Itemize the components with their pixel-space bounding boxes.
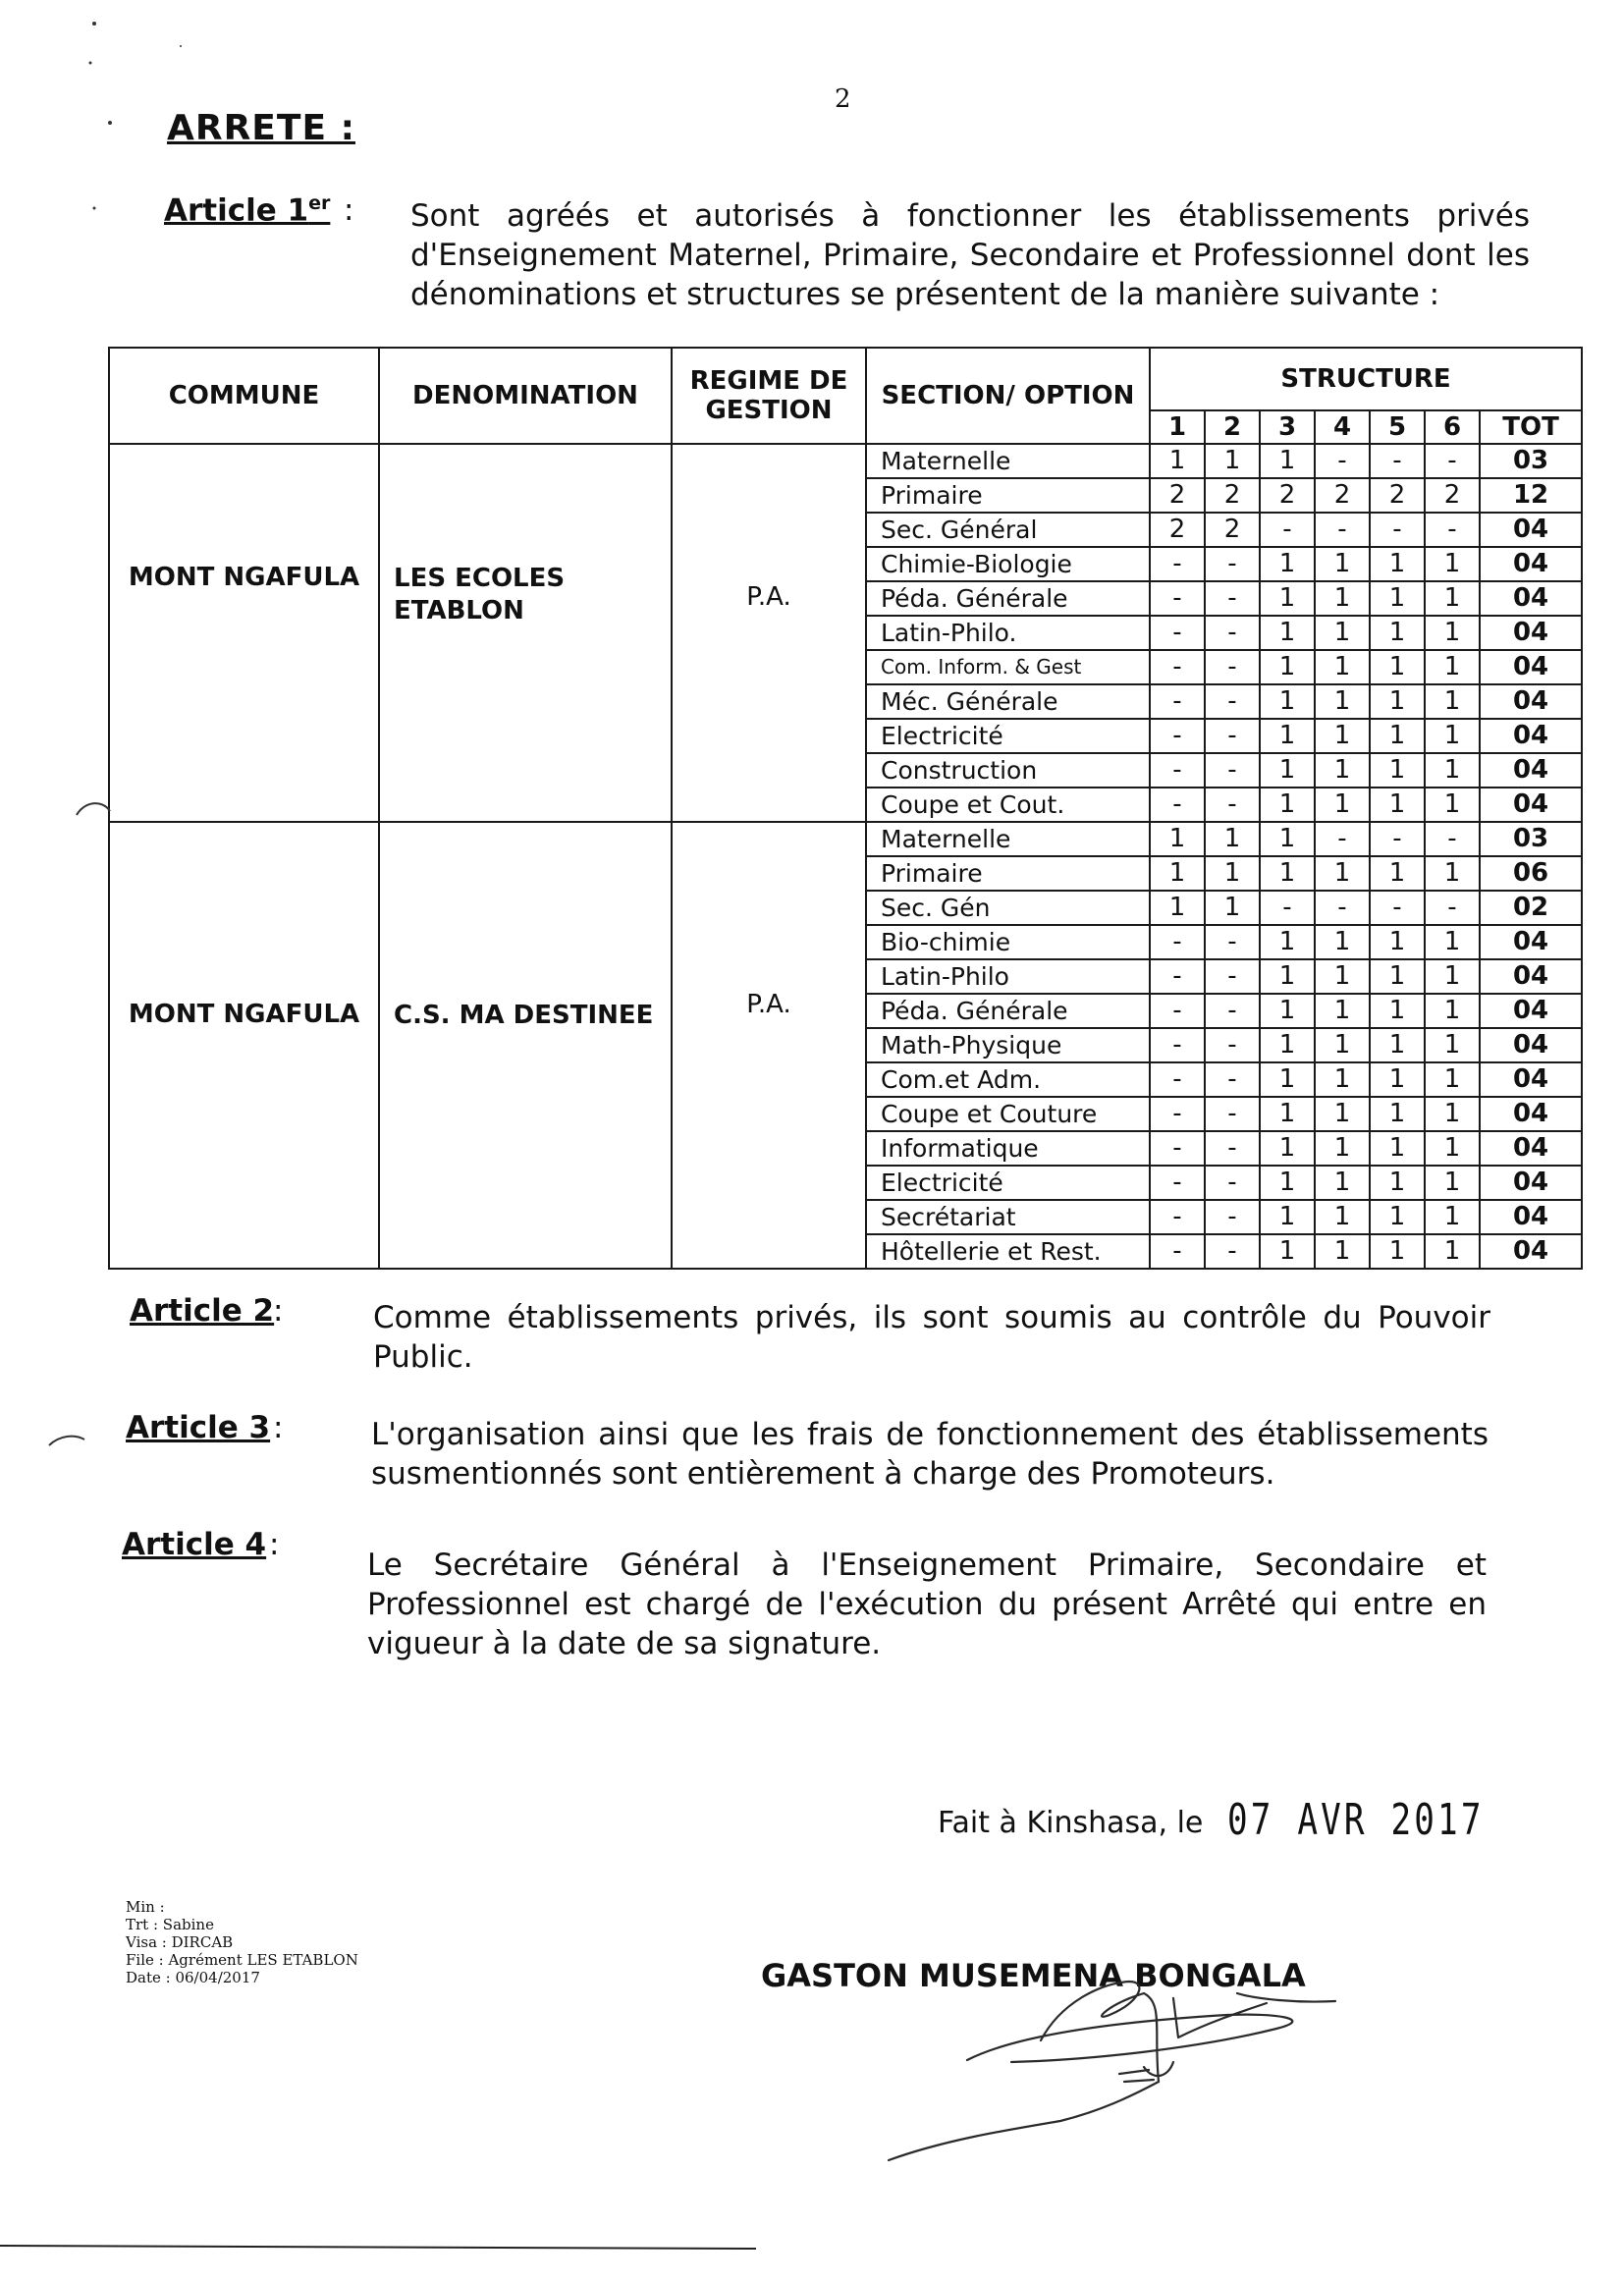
routing-line: Visa : DIRCAB [126, 1933, 234, 1951]
section-option-cell: Sec. Gén [866, 891, 1150, 925]
level-2-cell: - [1205, 547, 1260, 581]
level-3-cell: 1 [1260, 994, 1315, 1028]
article-4-colon: : [269, 1527, 280, 1562]
decree-heading: ARRETE : [167, 108, 355, 148]
signatory-name: GASTON MUSEMENA BONGALA [761, 1957, 1306, 1994]
level-4-cell: 1 [1315, 616, 1370, 650]
level-6-cell: 1 [1425, 1166, 1480, 1200]
article-1-label [164, 192, 330, 228]
total-cell: 04 [1480, 650, 1582, 684]
section-option-cell: Construction [866, 753, 1150, 788]
article-3-colon: : [273, 1410, 284, 1445]
total-cell: 04 [1480, 719, 1582, 753]
level-1-cell: - [1150, 994, 1205, 1028]
level-3-cell: 1 [1260, 1166, 1315, 1200]
level-6-cell: 1 [1425, 856, 1480, 891]
level-1-cell: 1 [1150, 856, 1205, 891]
total-cell: 12 [1480, 478, 1582, 513]
level-5-cell: 1 [1370, 753, 1425, 788]
level-1-cell: 1 [1150, 444, 1205, 478]
section-option-cell: Bio-chimie [866, 925, 1150, 959]
page-number: 2 [835, 84, 851, 114]
level-2-cell: 1 [1205, 822, 1260, 856]
level-3-cell: 1 [1260, 581, 1315, 616]
article-2-colon: : [273, 1293, 284, 1329]
level-2-cell: - [1205, 581, 1260, 616]
section-option-cell: Coupe et Cout. [866, 788, 1150, 822]
level-2-cell: - [1205, 788, 1260, 822]
level-3-cell: 1 [1260, 1234, 1315, 1269]
level-2-cell: - [1205, 1097, 1260, 1131]
total-cell: 04 [1480, 925, 1582, 959]
level-6-cell: 1 [1425, 719, 1480, 753]
total-cell: 04 [1480, 1062, 1582, 1097]
section-option-cell: Péda. Générale [866, 581, 1150, 616]
total-cell: 04 [1480, 684, 1582, 719]
level-5-cell: - [1370, 513, 1425, 547]
section-option-cell: Maternelle [866, 822, 1150, 856]
level-5-cell: 2 [1370, 478, 1425, 513]
level-6-cell: 1 [1425, 650, 1480, 684]
level-6-cell: 1 [1425, 753, 1480, 788]
section-option-cell: Maternelle [866, 444, 1150, 478]
level-2-cell: - [1205, 684, 1260, 719]
level-5-cell: 1 [1370, 925, 1425, 959]
level-3-cell: 1 [1260, 1062, 1315, 1097]
level-3-cell: 1 [1260, 925, 1315, 959]
total-cell: 02 [1480, 891, 1582, 925]
level-1-cell: - [1150, 959, 1205, 994]
level-1-cell: 1 [1150, 891, 1205, 925]
level-6-cell: 1 [1425, 788, 1480, 822]
level-3-cell: 1 [1260, 822, 1315, 856]
level-4-cell: 1 [1315, 1166, 1370, 1200]
routing-slip [126, 1898, 358, 1986]
level-3-cell: 1 [1260, 1028, 1315, 1062]
level-5-cell: 1 [1370, 650, 1425, 684]
level-2-cell: 1 [1205, 891, 1260, 925]
level-6-cell: 1 [1425, 959, 1480, 994]
section-option-cell: Primaire [866, 478, 1150, 513]
article-3-label: Article 3 [126, 1410, 271, 1445]
level-6-cell: - [1425, 891, 1480, 925]
level-6-cell: 1 [1425, 1200, 1480, 1234]
level-6-cell: 2 [1425, 478, 1480, 513]
article-2-label: Article 2 [130, 1293, 275, 1329]
total-cell: 04 [1480, 1200, 1582, 1234]
level-5-cell: - [1370, 891, 1425, 925]
routing-line: Trt : Sabine [126, 1916, 214, 1933]
level-5-cell: 1 [1370, 581, 1425, 616]
group-commune: MONT NGAFULA [109, 822, 379, 1269]
group-denomination: C.S. MA DESTINEE [379, 822, 672, 1269]
routing-line: Date : 06/04/2017 [126, 1969, 260, 1986]
level-1-cell: - [1150, 1062, 1205, 1097]
level-3-cell: 1 [1260, 1131, 1315, 1166]
level-5-cell: 1 [1370, 1097, 1425, 1131]
level-5-cell: 1 [1370, 1028, 1425, 1062]
article-1-text: Sont agréés et autorisés à fonctionner les établissements privés d'Enseignement Maternel, Primaire, Secondaire et Professionnel dont les dénominations et structures se présentent de la manière suivante : [410, 198, 1530, 312]
level-1-cell: - [1150, 1166, 1205, 1200]
total-cell: 06 [1480, 856, 1582, 891]
total-cell: 04 [1480, 513, 1582, 547]
article-1-label-text: Article 1 [164, 192, 309, 229]
level-5-cell: 1 [1370, 994, 1425, 1028]
level-3-cell: 1 [1260, 650, 1315, 684]
section-option-cell: Com. Inform. & Gest [866, 650, 1150, 684]
level-1-cell: - [1150, 581, 1205, 616]
level-2-cell: - [1205, 994, 1260, 1028]
level-6-cell: - [1425, 444, 1480, 478]
group-denomination: LES ECOLES ETABLON [379, 444, 672, 822]
level-4-cell: 1 [1315, 1062, 1370, 1097]
level-2-cell: 2 [1205, 513, 1260, 547]
article-4-text: Le Secrétaire Général à l'Enseignement Primaire, Secondaire et Professionnel est chargé de l'exécution du présent Arrêté qui entre en vigueur à la date de sa signature. [367, 1548, 1487, 1661]
level-5-cell: 1 [1370, 1200, 1425, 1234]
level-2-cell: - [1205, 650, 1260, 684]
article-1-colon: : [344, 192, 354, 228]
routing-line: File : Agrément LES ETABLON [126, 1951, 358, 1969]
level-4-cell: 1 [1315, 1097, 1370, 1131]
header-commune: COMMUNE [109, 348, 379, 444]
level-6-cell: 1 [1425, 1097, 1480, 1131]
level-2-cell: 1 [1205, 444, 1260, 478]
level-5-cell: - [1370, 444, 1425, 478]
level-3-cell: 1 [1260, 1200, 1315, 1234]
level-5-cell: 1 [1370, 1131, 1425, 1166]
group-regime: P.A. [672, 444, 866, 822]
level-2-cell: - [1205, 1028, 1260, 1062]
level-3-cell: 2 [1260, 478, 1315, 513]
total-cell: 04 [1480, 994, 1582, 1028]
level-5-cell: 1 [1370, 547, 1425, 581]
section-option-cell: Primaire [866, 856, 1150, 891]
routing-line: Min : [126, 1898, 165, 1916]
level-4-cell: 1 [1315, 719, 1370, 753]
level-5-cell: 1 [1370, 684, 1425, 719]
level-5-cell: 1 [1370, 616, 1425, 650]
level-2-cell: - [1205, 1234, 1260, 1269]
level-1-cell: - [1150, 719, 1205, 753]
header-denomination: DENOMINATION [379, 348, 672, 444]
level-1-cell: - [1150, 753, 1205, 788]
level-1-cell: - [1150, 1028, 1205, 1062]
level-3-cell: 1 [1260, 856, 1315, 891]
level-3-cell: 1 [1260, 719, 1315, 753]
level-6-cell: 1 [1425, 1028, 1480, 1062]
level-4-cell: 1 [1315, 753, 1370, 788]
total-cell: 04 [1480, 547, 1582, 581]
level-1-cell: - [1150, 925, 1205, 959]
total-cell: 04 [1480, 581, 1582, 616]
level-3-cell: - [1260, 513, 1315, 547]
level-3-cell: 1 [1260, 753, 1315, 788]
level-6-cell: 1 [1425, 1062, 1480, 1097]
level-2-cell: - [1205, 925, 1260, 959]
section-option-cell: Math-Physique [866, 1028, 1150, 1062]
level-2-cell: - [1205, 1166, 1260, 1200]
level-1-cell: - [1150, 547, 1205, 581]
level-6-cell: 1 [1425, 684, 1480, 719]
article-3-text: L'organisation ainsi que les frais de fonctionnement des établissements susmentionnés sont entièrement à charge des Promoteurs. [371, 1417, 1489, 1492]
level-1-cell: - [1150, 788, 1205, 822]
level-2-cell: - [1205, 719, 1260, 753]
table-row [109, 444, 1582, 478]
handwritten-signature [889, 1982, 1335, 2160]
total-cell: 04 [1480, 1097, 1582, 1131]
level-3-cell: 1 [1260, 959, 1315, 994]
section-option-cell: Sec. Général [866, 513, 1150, 547]
level-1-cell: - [1150, 1234, 1205, 1269]
level-6-cell: 1 [1425, 1234, 1480, 1269]
level-1-cell: - [1150, 684, 1205, 719]
level-4-cell: 1 [1315, 1028, 1370, 1062]
header-structure: STRUCTURE [1150, 348, 1582, 410]
level-4-cell: 1 [1315, 994, 1370, 1028]
level-3-cell: 1 [1260, 616, 1315, 650]
section-option-cell: Chimie-Biologie [866, 547, 1150, 581]
level-6-cell: 1 [1425, 925, 1480, 959]
signed-at-place: Fait à Kinshasa, le [938, 1806, 1204, 1840]
level-5-cell: - [1370, 822, 1425, 856]
level-2-cell: - [1205, 1062, 1260, 1097]
date-stamp: 07 AVR 2017 [1227, 1795, 1485, 1845]
section-option-cell: Electricité [866, 1166, 1150, 1200]
section-option-cell: Méc. Générale [866, 684, 1150, 719]
level-5-cell: 1 [1370, 1062, 1425, 1097]
level-2-cell: - [1205, 753, 1260, 788]
level-3-cell: 1 [1260, 547, 1315, 581]
total-cell: 04 [1480, 1028, 1582, 1062]
level-4-cell: 1 [1315, 1234, 1370, 1269]
section-option-cell: Com.et Adm. [866, 1062, 1150, 1097]
level-1-cell: 2 [1150, 513, 1205, 547]
level-2-cell: - [1205, 959, 1260, 994]
article-2-text: Comme établissements privés, ils sont soumis au contrôle du Pouvoir Public. [373, 1300, 1490, 1375]
level-2-cell: - [1205, 1200, 1260, 1234]
level-1-cell: - [1150, 1097, 1205, 1131]
level-2-cell: 2 [1205, 478, 1260, 513]
level-4-cell: 1 [1315, 788, 1370, 822]
table-row [109, 822, 1582, 856]
level-1-cell: - [1150, 1200, 1205, 1234]
section-option-cell: Hôtellerie et Rest. [866, 1234, 1150, 1269]
scan-curl-mark [77, 803, 110, 815]
total-cell: 03 [1480, 444, 1582, 478]
level-4-cell: 1 [1315, 547, 1370, 581]
total-cell: 04 [1480, 616, 1582, 650]
level-5-cell: 1 [1370, 1166, 1425, 1200]
level-2-cell: 1 [1205, 856, 1260, 891]
level-2-cell: - [1205, 616, 1260, 650]
header-level-6: 6 [1425, 410, 1480, 444]
total-cell: 04 [1480, 788, 1582, 822]
section-option-cell: Electricité [866, 719, 1150, 753]
level-5-cell: 1 [1370, 719, 1425, 753]
level-4-cell: - [1315, 444, 1370, 478]
total-cell: 03 [1480, 822, 1582, 856]
section-option-cell: Coupe et Couture [866, 1097, 1150, 1131]
level-5-cell: 1 [1370, 959, 1425, 994]
header-level-4: 4 [1315, 410, 1370, 444]
level-4-cell: - [1315, 513, 1370, 547]
level-4-cell: 1 [1315, 581, 1370, 616]
level-3-cell: 1 [1260, 444, 1315, 478]
header-level-2: 2 [1205, 410, 1260, 444]
level-6-cell: 1 [1425, 994, 1480, 1028]
section-option-cell: Secrétariat [866, 1200, 1150, 1234]
level-6-cell: 1 [1425, 581, 1480, 616]
article-1-label-sup: er [308, 192, 331, 214]
header-level-3: 3 [1260, 410, 1315, 444]
level-3-cell: 1 [1260, 684, 1315, 719]
section-option-cell: Informatique [866, 1131, 1150, 1166]
level-6-cell: 1 [1425, 616, 1480, 650]
total-cell: 04 [1480, 1234, 1582, 1269]
level-4-cell: - [1315, 822, 1370, 856]
group-regime: P.A. [672, 822, 866, 1269]
level-6-cell: - [1425, 822, 1480, 856]
level-5-cell: 1 [1370, 788, 1425, 822]
level-4-cell: 1 [1315, 925, 1370, 959]
level-1-cell: 1 [1150, 822, 1205, 856]
section-option-cell: Péda. Générale [866, 994, 1150, 1028]
level-1-cell: - [1150, 616, 1205, 650]
header-level-5: 5 [1370, 410, 1425, 444]
group-commune: MONT NGAFULA [109, 444, 379, 822]
total-cell: 04 [1480, 959, 1582, 994]
footer-rule [0, 2246, 756, 2249]
level-6-cell: 1 [1425, 1131, 1480, 1166]
level-4-cell: - [1315, 891, 1370, 925]
total-cell: 04 [1480, 1166, 1582, 1200]
scan-curl-mark-2 [49, 1437, 84, 1445]
header-total: TOT [1480, 410, 1582, 444]
level-6-cell: - [1425, 513, 1480, 547]
level-4-cell: 1 [1315, 1131, 1370, 1166]
level-4-cell: 2 [1315, 478, 1370, 513]
header-regime: REGIME DE GESTION [672, 348, 866, 444]
level-5-cell: 1 [1370, 1234, 1425, 1269]
total-cell: 04 [1480, 753, 1582, 788]
level-4-cell: 1 [1315, 650, 1370, 684]
level-3-cell: 1 [1260, 1097, 1315, 1131]
level-3-cell: - [1260, 891, 1315, 925]
section-option-cell: Latin-Philo [866, 959, 1150, 994]
section-option-cell: Latin-Philo. [866, 616, 1150, 650]
level-4-cell: 1 [1315, 856, 1370, 891]
level-4-cell: 1 [1315, 1200, 1370, 1234]
level-3-cell: 1 [1260, 788, 1315, 822]
level-5-cell: 1 [1370, 856, 1425, 891]
level-1-cell: 2 [1150, 478, 1205, 513]
level-1-cell: - [1150, 650, 1205, 684]
article-4-label: Article 4 [122, 1527, 267, 1562]
header-level-1: 1 [1150, 410, 1205, 444]
level-1-cell: - [1150, 1131, 1205, 1166]
level-6-cell: 1 [1425, 547, 1480, 581]
level-4-cell: 1 [1315, 959, 1370, 994]
establishments-table [108, 347, 1583, 1270]
level-2-cell: - [1205, 1131, 1260, 1166]
header-section: SECTION/ OPTION [866, 348, 1150, 444]
total-cell: 04 [1480, 1131, 1582, 1166]
level-4-cell: 1 [1315, 684, 1370, 719]
